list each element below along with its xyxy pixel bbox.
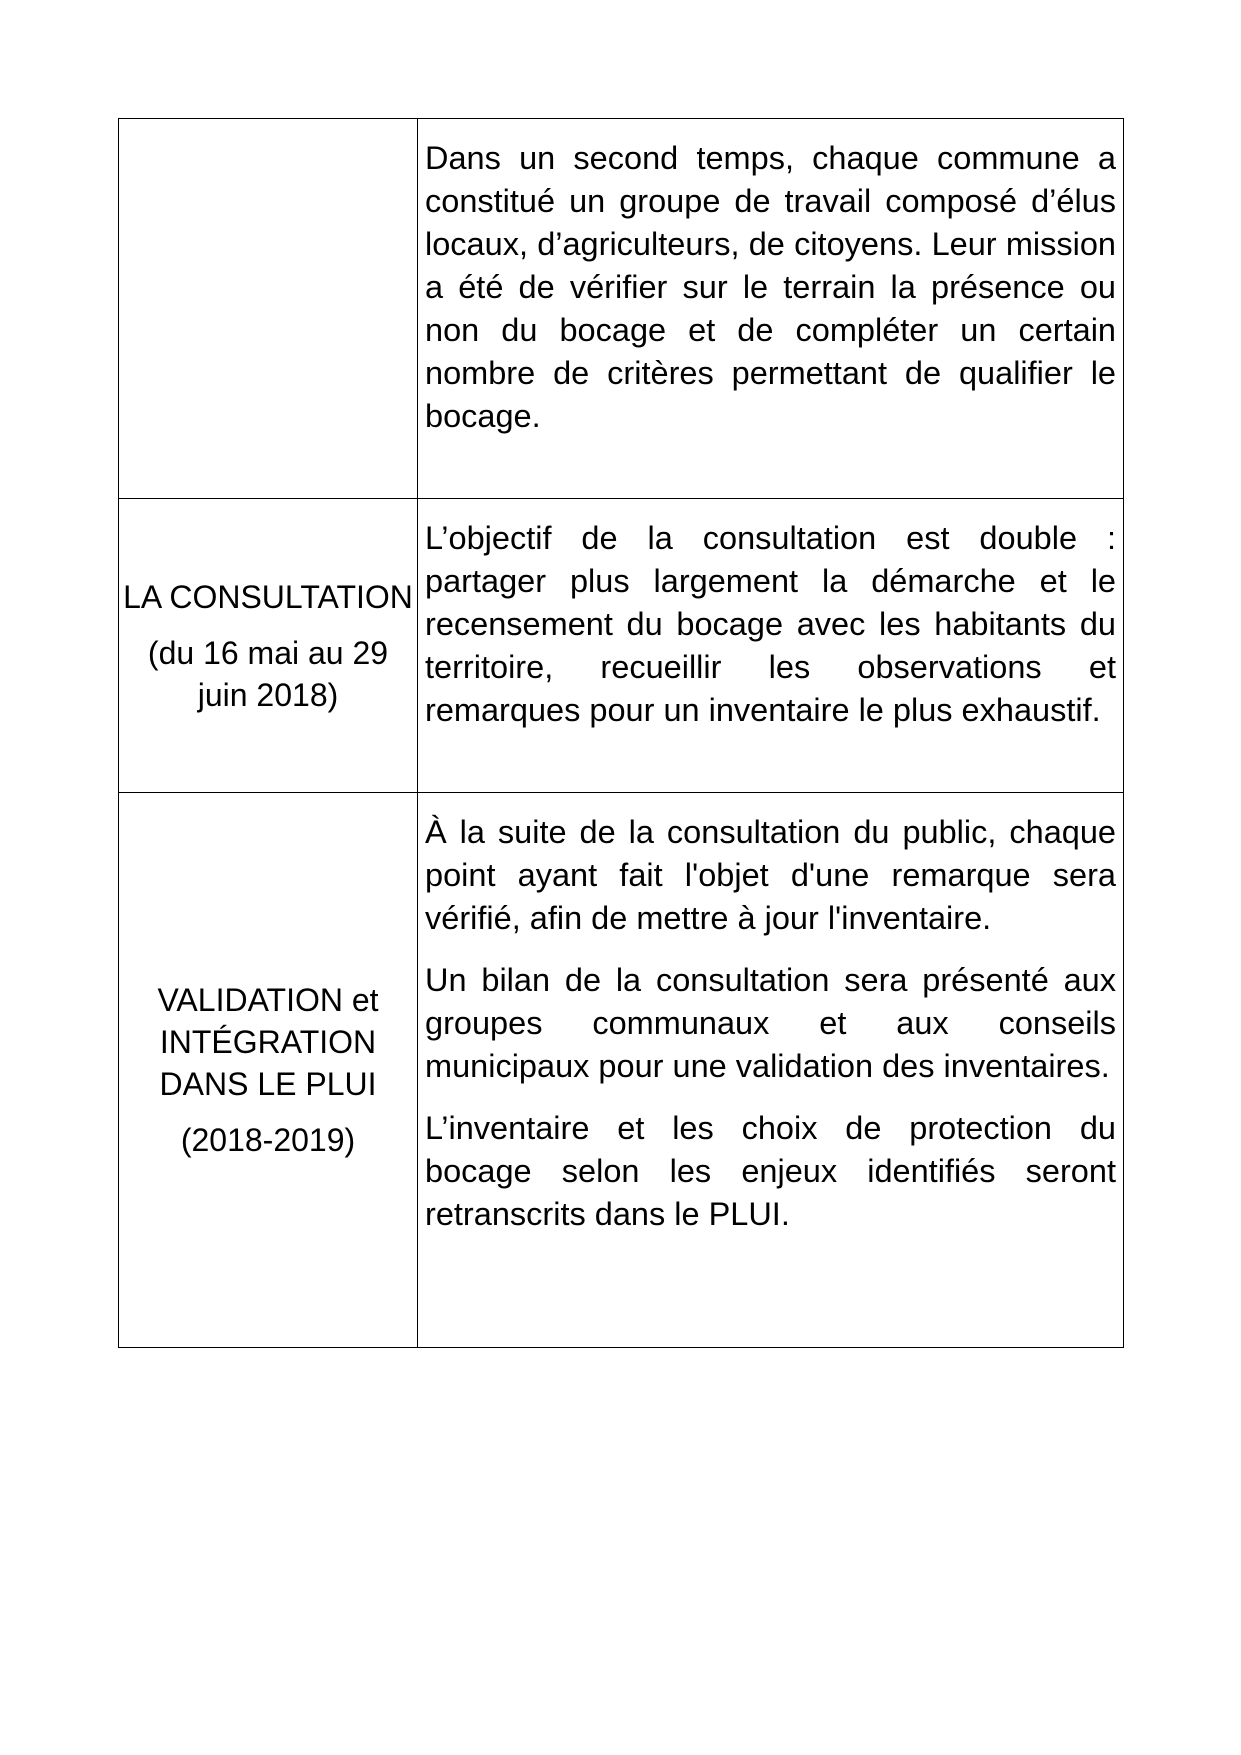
- description-paragraph: Dans un second temps, chaque commune a constitué un groupe de travail composé d’élus locaux, d’agriculteurs, de citoyens. Leur mission a été de vérifier sur le terrain la présence ou non du bocage et de compléter un certain nombre de critères permettant de qualifier le bocage.: [425, 140, 1116, 434]
- description-cell: [418, 793, 1124, 1348]
- process-table: [118, 118, 1124, 1348]
- table-row: [119, 119, 1124, 499]
- phase-title: LA CONSULTATION: [123, 578, 413, 615]
- phase-cell: [119, 793, 418, 1348]
- phase-dates: (2018-2019): [180, 1122, 356, 1158]
- phase-title: VALIDATION et INTÉGRATION DANS LE PLUI: [157, 982, 379, 1102]
- phase-cell: [119, 499, 418, 793]
- phase-dates: (du 16 mai au 29 juin 2018): [147, 634, 389, 713]
- description-paragraph: Un bilan de la consultation sera présenté aux groupes communaux et aux conseils municipaux pour une validation des inventaires.: [425, 962, 1116, 1084]
- table-row: [119, 499, 1124, 793]
- table-row: [119, 793, 1124, 1348]
- description-cell: [418, 499, 1124, 793]
- description-paragraph: L’inventaire et les choix de protection du bocage selon les enjeux identifiés seront retranscrits dans le PLUI.: [425, 1110, 1116, 1232]
- phase-cell-empty: [119, 119, 418, 499]
- description-paragraph: À la suite de la consultation du public, chaque point ayant fait l'objet d'une remarque sera vérifié, afin de mettre à jour l'inventaire.: [425, 814, 1116, 936]
- description-cell: [418, 119, 1124, 499]
- description-paragraph: L’objectif de la consultation est double : partager plus largement la démarche et le recensement du bocage avec les habitants du territoire, recueillir les observations et remarques pour un inventaire le plus exhaustif.: [425, 520, 1116, 728]
